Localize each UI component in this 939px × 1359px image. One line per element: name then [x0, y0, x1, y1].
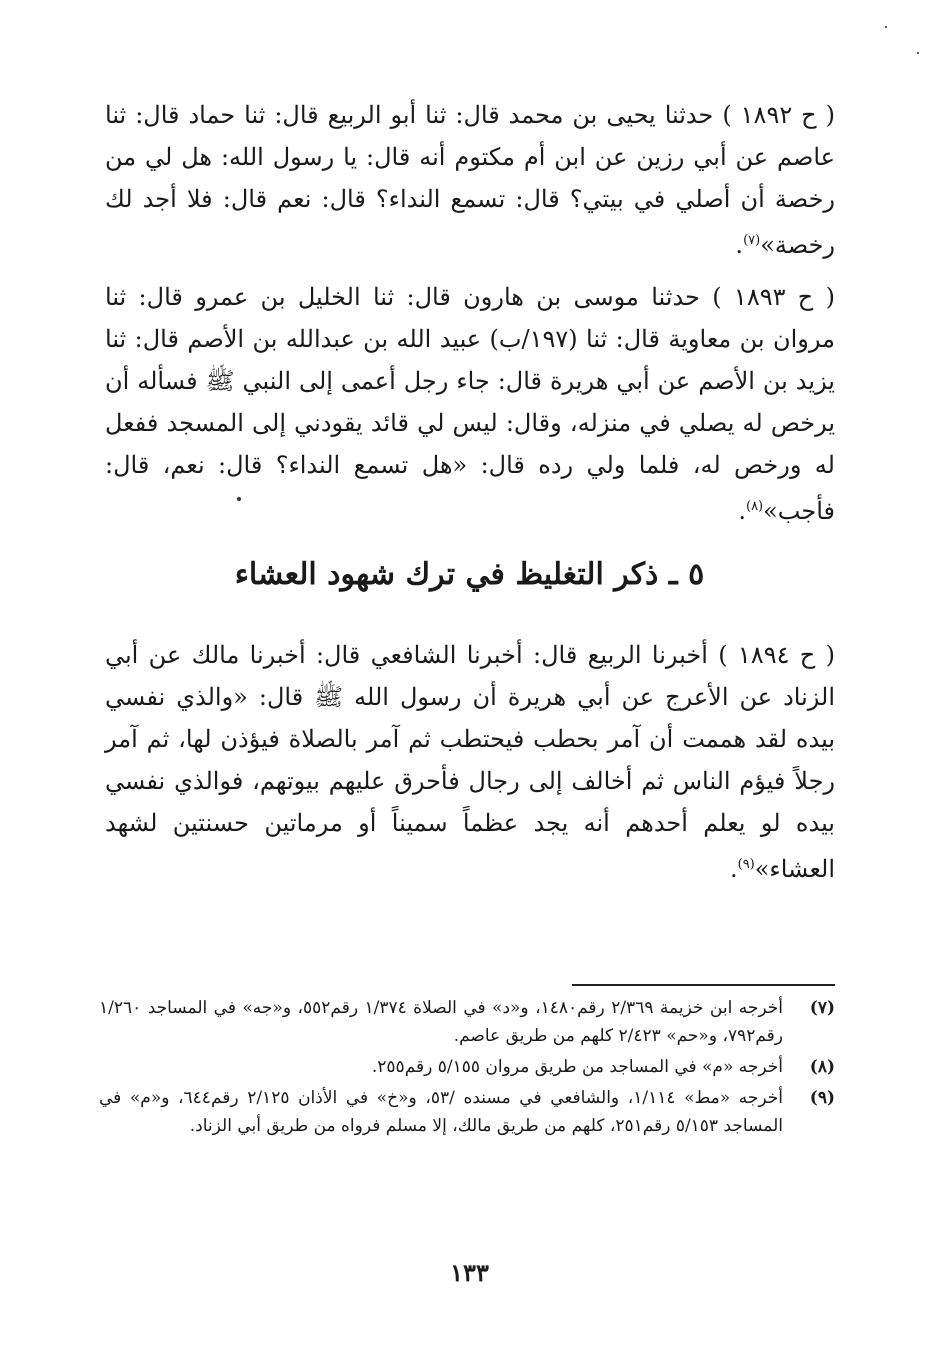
hadith-1894-paragraph: ( ح ١٨٩٤ ) أخبرنا الربيع قال: أخبرنا الشافعي قال: أخبرنا مالك عن أبي الزناد عن الأعرج عن أبي هريرة أن رسول الله ﷺ قال: «والذي نفسي بيده لقد هممت أن آمر بحطب فيحتطب ثم آمر بالصلاة فيؤذن لها، ثم آمر رجلاً فيؤم الناس ثم أخالف إلى رجال فأحرق عليهم بيوتهم، فوالذي نفسي بيده لو يعلم أحدهم أنه يجد عظماً سميناً أو مرماتين حسنتين لشهد العشاء»$^{(٩)}$.: [105, 641, 835, 883]
footnote-marker-9: (٩): [737, 857, 755, 872]
scan-speck: [885, 26, 887, 28]
footnote-marker-8: (٨): [745, 499, 764, 514]
page-number: ١٣٣: [450, 1258, 489, 1287]
section-heading: ٥ ـ ذكر التغليظ في ترك شهود العشاء: [234, 557, 705, 592]
footnote-number: (٨): [809, 1057, 835, 1077]
footnote-marker-7: (٧): [743, 233, 761, 248]
hadith-1892-paragraph: ( ح ١٨٩٢ ) حدثنا يحيى بن محمد قال: ثنا أبو الربيع قال: ثنا حماد قال: ثنا عاصم عن أبي رزين عن ابن أم مكتوم أنه قال: يا رسول الله: هل لي من رخصة أن أصلي في بيتي؟ قال: تسمع النداء؟ قال: نعم قال: فلا أجد لك رخصة»$^{(٧)}$.: [105, 101, 835, 259]
footnote-number: (٧): [809, 998, 835, 1018]
footnote-text: أخرجه «مط» ١/١١٤، والشافعي في مسنده /٥٣، و«خ» في الأذان ٢/١٢٥ رقم٦٤٤، و«م» في المساجد ٥/١٥٣ رقم٢٥١، كلهم من طريق مالك، إلا مسلم فرواه من طريق أبي الزناد.: [99, 1088, 784, 1136]
footnote-text: أخرجه ابن خزيمة ٢/٣٦٩ رقم١٤٨٠، و«د» في الصلاة ١/٣٧٤ رقم٥٥٢، و«جه» في المساجد ١/٢٦٠ رقم٧٩٢، و«حم» ٢/٤٢٣ كلهم من طريق عاصم.: [99, 998, 783, 1046]
footnote-separator: [572, 984, 835, 986]
hadith-1893-text: ( ح ١٨٩٣ ) حدثنا موسى بن هارون قال: ثنا الخليل بن عمرو قال: ثنا مروان بن معاوية قال: ثنا (١٩٧/ب) عبيد الله بن عبدالله بن الأصم قال: ثنا يزيد بن الأصم عن أبي هريرة قال: جاء رجل أعمى إلى النبي ﷺ فسأله أن يرخص له يصلي في منزله، وقال: ليس لي قائد يقودني إلى المسجد ففعل له ورخص له، فلما ولي رده قال: «هل تسمع النداء؟ قال: نعم، قال: فأجب»: [105, 283, 835, 525]
footnote-8: [99, 1053, 835, 1081]
footnote-number: (٩): [809, 1088, 835, 1108]
scan-speck: [237, 497, 241, 501]
footnote-7: [99, 994, 835, 1050]
hadith-1894-text: ( ح ١٨٩٤ ) أخبرنا الربيع قال: أخبرنا الشافعي قال: أخبرنا مالك عن أبي الزناد عن الأعرج عن أبي هريرة أن رسول الله ﷺ قال: «والذي نفسي بيده لقد هممت أن آمر بحطب فيحتطب ثم آمر بالصلاة فيؤذن لها، ثم آمر رجلاً فيؤم الناس ثم أخالف إلى رجال فأحرق عليهم بيوتهم، فوالذي نفسي بيده لو يعلم أحدهم أنه يجد عظماً سميناً أو مرماتين حسنتين لشهد العشاء»: [105, 641, 835, 883]
footnotes-section: [99, 994, 835, 1143]
hadith-1893-paragraph: ( ح ١٨٩٣ ) حدثنا موسى بن هارون قال: ثنا الخليل بن عمرو قال: ثنا مروان بن معاوية قال: ثنا (١٩٧/ب) عبيد الله بن عبدالله بن الأصم قال: ثنا يزيد بن الأصم عن أبي هريرة قال: جاء رجل أعمى إلى النبي ﷺ فسأله أن يرخص له يصلي في منزله، وقال: ليس لي قائد يقودني إلى المسجد ففعل له ورخص له، فلما ولي رده قال: «هل تسمع النداء؟ قال: نعم، قال: فأجب»$^{(٨)}$.: [105, 283, 835, 525]
hadith-1892-text: ( ح ١٨٩٢ ) حدثنا يحيى بن محمد قال: ثنا أبو الربيع قال: ثنا حماد قال: ثنا عاصم عن أبي رزين عن ابن أم مكتوم أنه قال: يا رسول الله: هل لي من رخصة أن أصلي في بيتي؟ قال: تسمع النداء؟ قال: نعم قال: فلا أجد لك رخصة»: [105, 101, 835, 259]
footnote-text: أخرجه «م» في المساجد من طريق مروان ٥/١٥٥ رقم٢٥٥.: [371, 1057, 783, 1077]
footnote-9: [99, 1084, 835, 1140]
scan-speck: [917, 52, 919, 54]
